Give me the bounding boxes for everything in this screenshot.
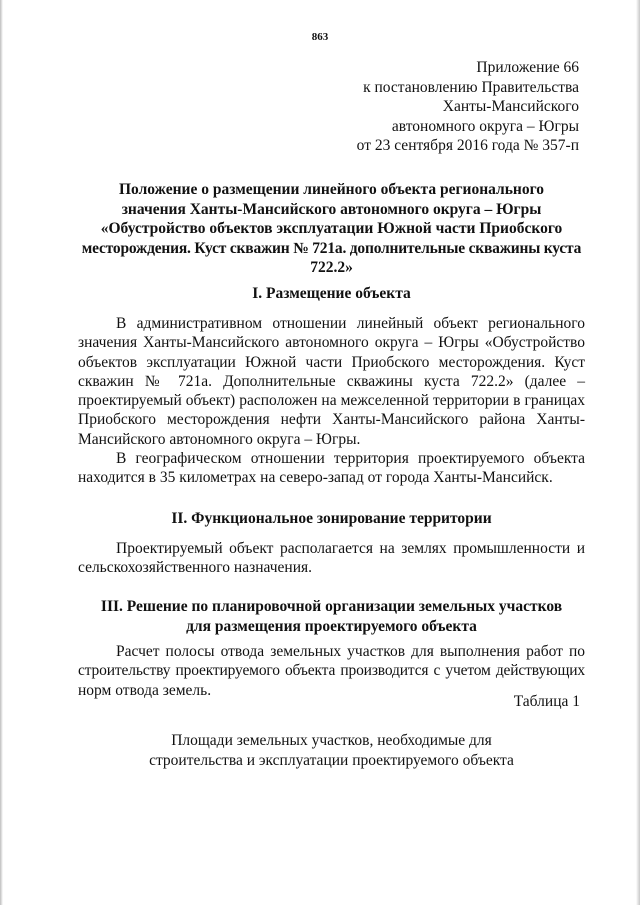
appendix-line: к постановлению Правительства bbox=[363, 78, 579, 96]
paragraph-line: Проектируемый объект располагается на землях промышленности и bbox=[116, 540, 585, 557]
appendix-line: Приложение 66 bbox=[476, 59, 579, 76]
paragraph-line: В административном отношении линейный объект регионального bbox=[116, 315, 585, 332]
heading-line: для размещения проектируемого объекта bbox=[186, 617, 477, 635]
paragraph-line: норм отвода земель. bbox=[78, 681, 212, 699]
table-label: Таблица 1 bbox=[513, 693, 580, 710]
section-2-heading: II. Функциональное зонирование территории bbox=[171, 510, 492, 527]
paragraph-line: Мансийского автономного округа – Югры. bbox=[78, 430, 361, 448]
title-line: месторождения. Куст скважин № 721а. дополнительные скважины куста bbox=[81, 239, 582, 257]
scan-edge-right bbox=[636, 0, 640, 905]
appendix-line: автономного округа – Югры bbox=[391, 117, 579, 135]
paragraph-line: Приобского месторождения нефти Ханты-Мансийского района Ханты- bbox=[78, 411, 585, 429]
caption-line: строительства и эксплуатации проектируемого объекта bbox=[149, 751, 514, 769]
document-title bbox=[78, 180, 585, 278]
appendix-line: от 23 сентября 2016 года № 357-п bbox=[356, 137, 579, 154]
appendix-line: Ханты-Мансийского bbox=[442, 98, 579, 115]
section-3-paragraph bbox=[78, 642, 585, 700]
page-number: 863 bbox=[311, 31, 329, 43]
paragraph-line: сельскохозяйственного назначения. bbox=[78, 559, 313, 577]
paragraph-line: проектируемый объект) расположен на межселенной территории в границах bbox=[78, 392, 585, 410]
title-line: Положение о размещении линейного объекта регионального bbox=[119, 181, 544, 198]
title-line: 722.2» bbox=[310, 259, 353, 276]
paragraph-line: объектов эксплуатации Южной части Приобского месторождения. Куст bbox=[78, 353, 585, 371]
paragraph-line: строительству проектируемого объекта производится с учетом действующих bbox=[78, 662, 585, 680]
section-1-paragraph-2 bbox=[78, 449, 585, 488]
title-line: «Обустройство объектов эксплуатации Южной части Приобского bbox=[100, 220, 563, 237]
heading-line: III. Решение по планировочной организации земельных участков bbox=[100, 598, 563, 615]
title-line: значения Ханты-Мансийского автономного округа – Югры bbox=[121, 200, 542, 218]
section-1-paragraph-1 bbox=[78, 314, 585, 449]
section-2-paragraph bbox=[78, 539, 585, 578]
paragraph-line: Расчет полосы отвода земельных участков для выполнения работ по bbox=[116, 643, 585, 660]
section-1-heading: I. Размещение объекта bbox=[252, 285, 411, 302]
paragraph-line: значения Ханты-Мансийского автономного округа – Югры «Обустройство bbox=[78, 334, 585, 352]
section-3-heading bbox=[78, 597, 585, 636]
table-caption bbox=[78, 731, 585, 770]
appendix-block bbox=[357, 58, 579, 156]
paragraph-line: находится в 35 километрах на северо-запад от города Ханты-Мансийск. bbox=[78, 469, 553, 487]
paragraph-line: В географическом отношении территория проектируемого объекта bbox=[116, 450, 585, 467]
paragraph-line: скважин № 721а. Дополнительные скважины куста 722.2» (далее – bbox=[78, 372, 585, 390]
scan-edge-left bbox=[0, 0, 3, 905]
caption-line: Площади земельных участков, необходимые для bbox=[171, 732, 492, 749]
